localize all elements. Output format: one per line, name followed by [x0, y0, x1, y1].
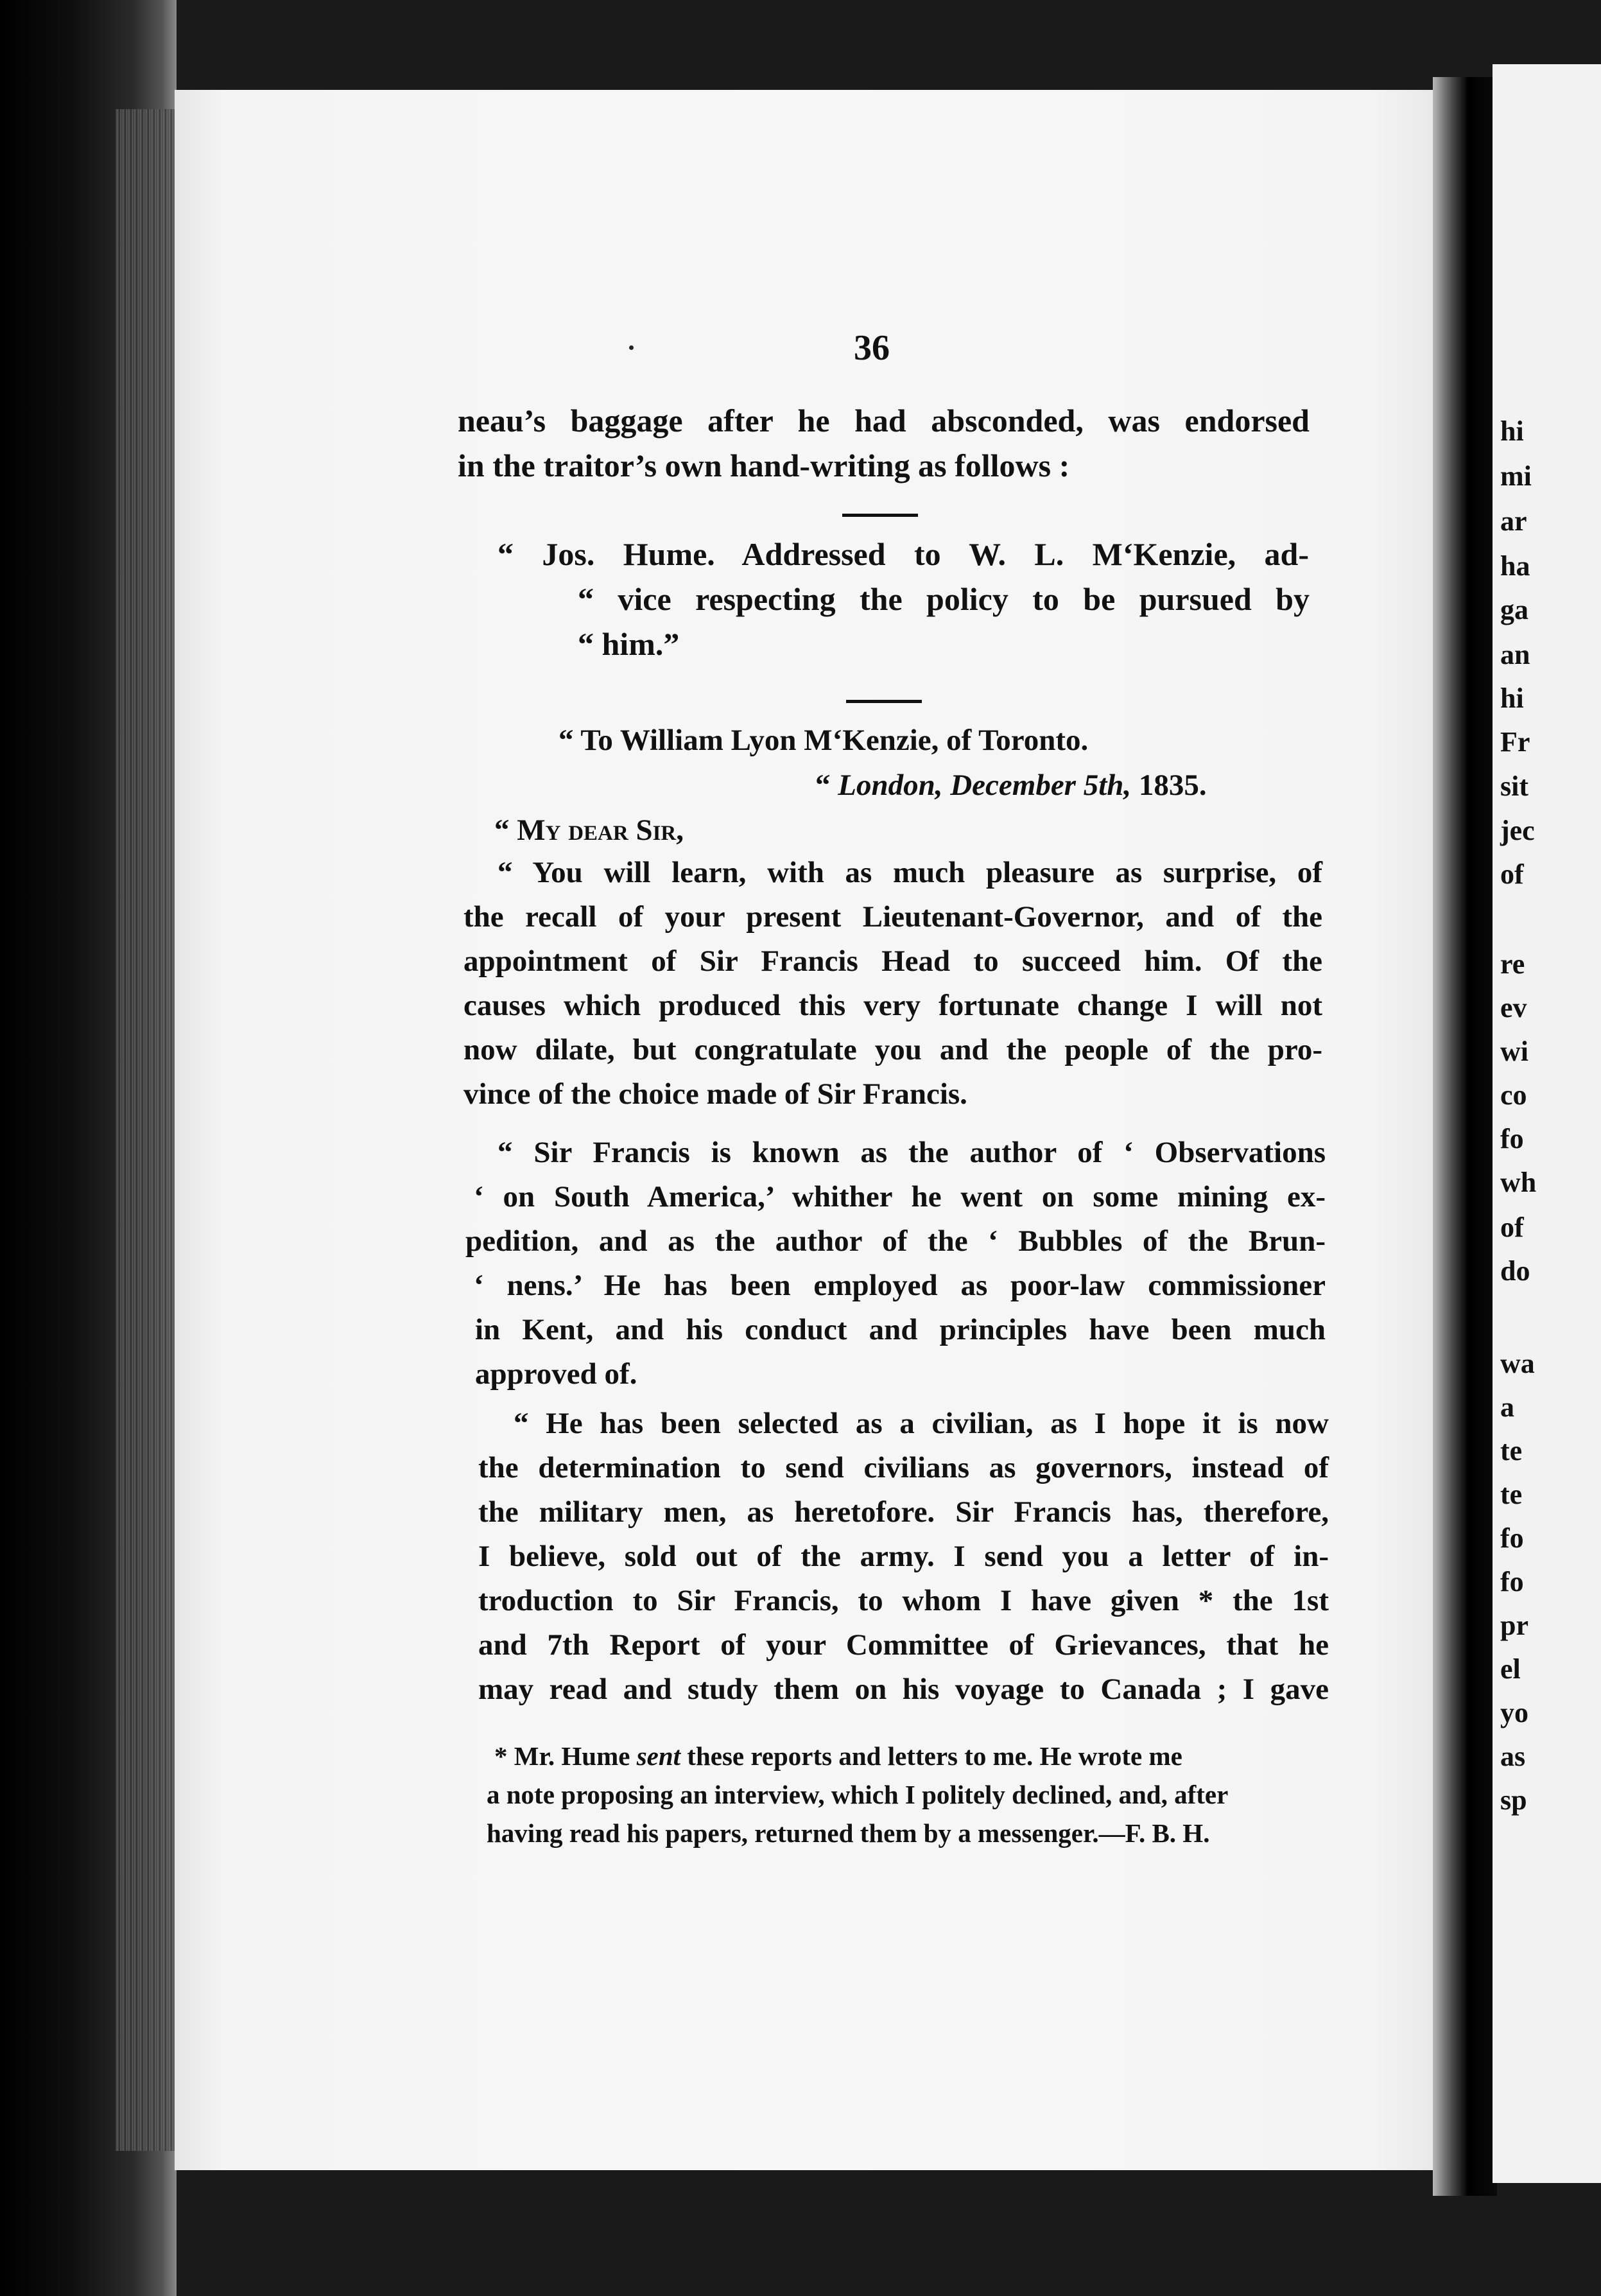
letter-line: pedition, and as the author of the ‘ Bubbles of the Brun- [465, 1224, 1326, 1258]
letter-line: vince of the choice made of Sir Francis. [463, 1077, 967, 1111]
letter-line: “ You will learn, with as much pleasure as surprise, of [498, 856, 1322, 889]
letter-line: the recall of your present Lieutenant-Governor, and of the [463, 900, 1322, 934]
dateline-place-date: London, December 5th, [838, 769, 1132, 802]
facing-page-fragment: hi [1500, 415, 1524, 447]
section-rule [846, 700, 922, 703]
letter-line: and 7th Report of your Committee of Grievances, that he [478, 1628, 1329, 1662]
letter-line: the determination to send civilians as governors, instead of [478, 1451, 1329, 1484]
letter-line: “ Sir Francis is known as the author of ‘ Observations [498, 1136, 1326, 1169]
letter-line: ‘ on South America,’ whither he went on some mining ex- [474, 1180, 1326, 1213]
book-gutter [1433, 77, 1497, 2196]
footnote-line: having read his papers, returned them by a messenger.—F. B. H. [487, 1818, 1210, 1848]
facing-page-fragment: te [1500, 1435, 1523, 1466]
ink-speck [629, 345, 634, 350]
facing-page-fragment: wi [1500, 1036, 1528, 1067]
facing-page-fragment: of [1500, 858, 1524, 890]
facing-page-fragment: wh [1500, 1167, 1537, 1198]
facing-page-fragment: el [1500, 1653, 1521, 1685]
facing-page-fragment: co [1500, 1079, 1527, 1111]
body-line: neau’s baggage after he had absconded, was endorsed [458, 403, 1310, 439]
facing-page-fragment: ga [1500, 594, 1528, 625]
facing-page-fragment: fo [1500, 1123, 1524, 1154]
facing-page-fragment: yo [1500, 1697, 1528, 1728]
facing-page [1493, 64, 1601, 2183]
endorsement-line: “ Jos. Hume. Addressed to W. L. M‘Kenzie, ad- [498, 536, 1309, 572]
letter-addressee: “ To William Lyon M‘Kenzie, of Toronto. [558, 724, 1089, 757]
footnote-line [494, 1743, 1351, 1770]
letter-line: in Kent, and his conduct and principles have been much [475, 1313, 1326, 1346]
letter-line: I believe, sold out of the army. I send you a letter of in- [478, 1540, 1329, 1573]
letter-line: may read and study them on his voyage to Canada ; I gave [478, 1673, 1329, 1706]
facing-page-fragment: hi [1500, 683, 1524, 714]
facing-page-fragment: wa [1500, 1348, 1535, 1379]
footnote-line: a note proposing an interview, which I politely declined, and, after [487, 1780, 1229, 1809]
endorsement-line: “ him.” [578, 626, 680, 662]
facing-page-fragment: ha [1500, 550, 1530, 582]
facing-page-fragment: fo [1500, 1522, 1524, 1554]
footnote-emphasis: sent [636, 1741, 681, 1771]
page-edges [116, 109, 177, 2151]
footnote-text: these reports and letters to me. He wrote me [680, 1741, 1182, 1771]
footnote-text: * Mr. Hume [494, 1741, 637, 1771]
facing-page-fragment: pr [1500, 1610, 1528, 1641]
letter-line: the military men, as heretofore. Sir Francis has, therefore, [478, 1495, 1329, 1529]
letter-line: causes which produced this very fortunate change I will not [463, 989, 1322, 1022]
facing-page-fragment: a [1500, 1391, 1514, 1423]
facing-page-fragment: ar [1500, 505, 1527, 537]
dateline-year: 1835. [1131, 769, 1207, 802]
letter-line: ‘ nens.’ He has been employed as poor-law commissioner [474, 1269, 1326, 1302]
facing-page-fragment: of [1500, 1212, 1524, 1243]
letter-salutation: “ My dear Sir, [494, 813, 684, 847]
letter-dateline [815, 770, 1601, 801]
facing-page-fragment: as [1500, 1741, 1526, 1772]
facing-page-fragment: an [1500, 639, 1530, 670]
facing-page-fragment: mi [1500, 460, 1532, 492]
page-number: 36 [854, 328, 890, 368]
section-rule [842, 514, 918, 517]
facing-page-fragment: ev [1500, 992, 1527, 1023]
body-line: in the traitor’s own hand-writing as follows : [458, 448, 1070, 483]
dateline-quote: “ [815, 769, 838, 802]
facing-page-fragment: jec [1500, 815, 1535, 846]
book-page [175, 90, 1433, 2170]
letter-line: now dilate, but congratulate you and the people of the pro- [463, 1033, 1322, 1066]
facing-page-fragment: te [1500, 1479, 1523, 1510]
facing-page-fragment: re [1500, 948, 1525, 980]
facing-page-fragment: sit [1500, 770, 1528, 802]
letter-line: appointment of Sir Francis Head to succeed him. Of the [463, 944, 1322, 978]
facing-page-fragment: Fr [1500, 726, 1530, 758]
facing-page-fragment: do [1500, 1255, 1530, 1287]
letter-line: approved of. [475, 1357, 637, 1391]
endorsement-line: “ vice respecting the policy to be pursued by [578, 581, 1310, 617]
facing-page-fragment: fo [1500, 1566, 1524, 1597]
letter-line: “ He has been selected as a civilian, as I hope it is now [514, 1407, 1329, 1440]
letter-line: troduction to Sir Francis, to whom I have given * the 1st [478, 1584, 1329, 1617]
facing-page-fragment: sp [1500, 1784, 1527, 1816]
